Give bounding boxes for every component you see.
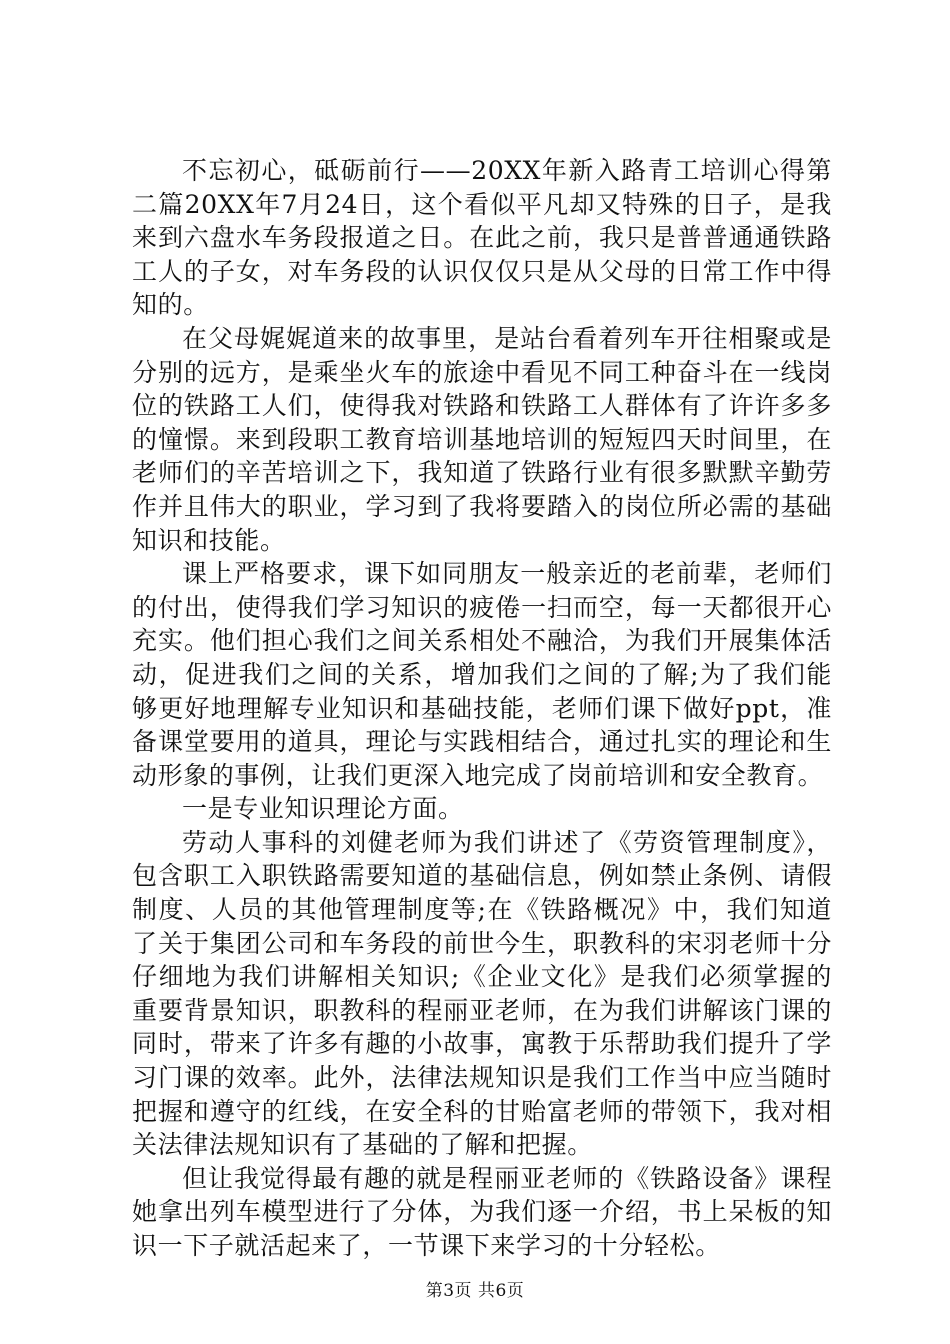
paragraph-3: 课上严格要求，课下如同朋友一般亲近的老前辈，老师们的付出，使得我们学习知识的疲倦一扫而空，每一天都很开心充实。他们担心我们之间关系相处不融洽，为我们开展集体活动，促进我们之间的关系，增加我们之间的了解;为了我们能够更好地理解专业知识和基础技能，老师们课下做好ppt，准备课堂要用的道具，理论与实践相结合，通过扎实的理论和生动形象的事例，让我们更深入地完成了岗前培训和安全教育。 [132,559,832,790]
paragraph-6: 但让我觉得最有趣的就是程丽亚老师的《铁路设备》课程她拿出列车模型进行了分体，为我们逐一介绍，书上呆板的知识一下子就活起来了，一节课下来学习的十分轻松。 [132,1163,832,1260]
paragraph-2: 在父母娓娓道来的故事里，是站台看着列车开往相聚或是分别的远方，是乘坐火车的旅途中看见不同工种奋斗在一线岗位的铁路工人们，使得我对铁路和铁路工人群体有了许许多多的憧憬。来到段职工教育培训基地培训的短短四天时间里，在老师们的辛苦培训之下，我知道了铁路行业有很多默默辛勤劳作并且伟大的职业，学习到了我将要踏入的岗位所必需的基础知识和技能。 [132,323,832,555]
page-number-footer: 第3页 共6页 [425,1281,525,1301]
paragraph-5: 劳动人事科的刘健老师为我们讲述了《劳资管理制度》，包含职工入职铁路需要知道的基础信息，例如禁止条例、请假制度、人员的其他管理制度等;在《铁路概况》中，我们知道了关于集团公司和车务段的前世今生，职教科的宋羽老师十分仔细地为我们讲解相关知识;《企业文化》是我们必须掌握的重要背景知识，职教科的程丽亚老师，在为我们讲解该门课的同时，带来了许多有趣的小故事，寓教于乐帮助我们提升了学习门课的效率。此外，法律法规知识是我们工作当中应当随时把握和遵守的红线，在安全科的甘贻富老师的带领下，我对相关法律法规知识有了基础的了解和把握。 [132,827,832,1160]
document-body [132,154,832,1263]
paragraph-4: 一是专业知识理论方面。 [182,794,464,824]
paragraph-1: 不忘初心，砥砺前行——20XX年新入路青工培训心得第二篇20XX年7月24日，这个看似平凡却又特殊的日子，是我来到六盘水车务段报道之日。在此之前，我只是普普通通铁路工人的子女，对车务段的认识仅仅只是从父母的日常工作中得知的。 [132,156,832,320]
